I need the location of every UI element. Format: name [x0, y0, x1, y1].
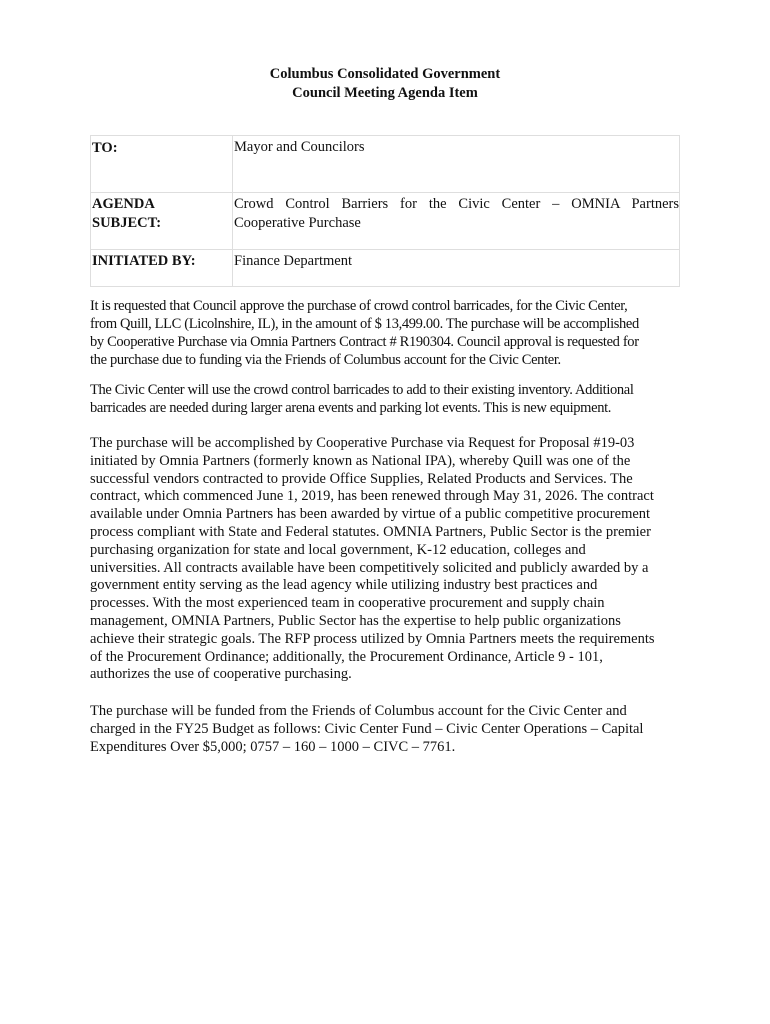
- paragraph-line: Expenditures Over $5,000; 0757 – 160 – 1000 – CIVC – 7761.: [90, 739, 456, 755]
- table-row-to: [91, 136, 680, 193]
- paragraph-line: purchasing organization for state and local government, K-12 education, colleges and: [90, 541, 586, 558]
- paragraph-line: The purchase will be funded from the Friends of Columbus account for the Civic Center and: [90, 703, 627, 719]
- organization-title: Columbus Consolidated Government: [269, 66, 501, 82]
- paragraph-funding: [90, 702, 680, 756]
- paragraph-line: the purchase due to funding via the Friends of Columbus account for the Civic Center.: [90, 352, 561, 368]
- initiated-value: Finance Department: [233, 250, 680, 287]
- paragraph-line: It is requested that Council approve the purchase of crowd control barricades, for the Civic Center,: [90, 298, 628, 314]
- paragraph-line: authorizes the use of cooperative purchasing.: [90, 666, 352, 683]
- paragraph-line: charged in the FY25 Budget as follows: Civic Center Fund – Civic Center Operations – Capital: [90, 721, 644, 737]
- document-type-title: Council Meeting Agenda Item: [292, 85, 478, 101]
- to-value: Mayor and Councilors: [233, 136, 680, 193]
- paragraph-line: government entity serving as the lead agency while utilizing industry best practices and: [90, 577, 598, 594]
- paragraph-line: by Cooperative Purchase via Omnia Partners Contract # R190304. Council approval is requested for: [90, 334, 639, 350]
- paragraph-line: process compliant with State and Federal statutes. OMNIA Partners, Public Sector is the premier: [90, 523, 651, 540]
- table-row-subject: [91, 193, 680, 250]
- paragraph-line: The Civic Center will use the crowd control barricades to add to their existing inventory. Additional: [90, 382, 634, 398]
- paragraph-line: universities. All contracts available have been competitively solicited and publicly awarded by a: [90, 559, 649, 576]
- paragraph-line: available under Omnia Partners has been awarded by virtue of a public competitive procurement: [90, 506, 651, 523]
- paragraph-line: successful vendors contracted to provide Office Supplies, Related Products and Services. The: [90, 470, 633, 487]
- paragraph-line: management, OMNIA Partners, Public Sector has the expertise to help public organizations: [90, 612, 621, 629]
- paragraph-line: from Quill, LLC (Licolnshire, IL), in the amount of $ 13,499.00. The purchase will be accomplished: [90, 316, 639, 332]
- paragraph-line: contract, which commenced June 1, 2019, has been renewed through May 31, 2026. The contract: [90, 488, 654, 505]
- paragraph-line: achieve their strategic goals. The RFP process utilized by Omnia Partners meets the requirements: [90, 630, 655, 647]
- paragraph-line: barricades are needed during larger arena events and parking lot events. This is new equipment.: [90, 400, 612, 416]
- subject-value: Crowd Control Barriers for the Civic Center – OMNIA Partners Cooperative Purchase: [233, 193, 680, 250]
- subject-label: AGENDA SUBJECT:: [91, 193, 233, 250]
- paragraph-line: of the Procurement Ordinance; additionally, the Procurement Ordinance, Article 9 - 101,: [90, 648, 603, 665]
- to-label: TO:: [91, 136, 233, 193]
- paragraph-line: initiated by Omnia Partners (formerly known as National IPA), whereby Quill was one of the: [90, 452, 631, 469]
- paragraph-line: processes. With the most experienced team in cooperative procurement and supply chain: [90, 595, 605, 612]
- initiated-label: INITIATED BY:: [91, 250, 233, 287]
- paragraph-request: [90, 297, 680, 369]
- paragraph-line: The purchase will be accomplished by Cooperative Purchase via Request for Proposal #19-03: [90, 435, 635, 451]
- paragraph-usage: [90, 381, 680, 417]
- paragraph-cooperative-purchase: [90, 435, 680, 684]
- agenda-info-table: [90, 135, 680, 287]
- table-row-initiated: [91, 250, 680, 287]
